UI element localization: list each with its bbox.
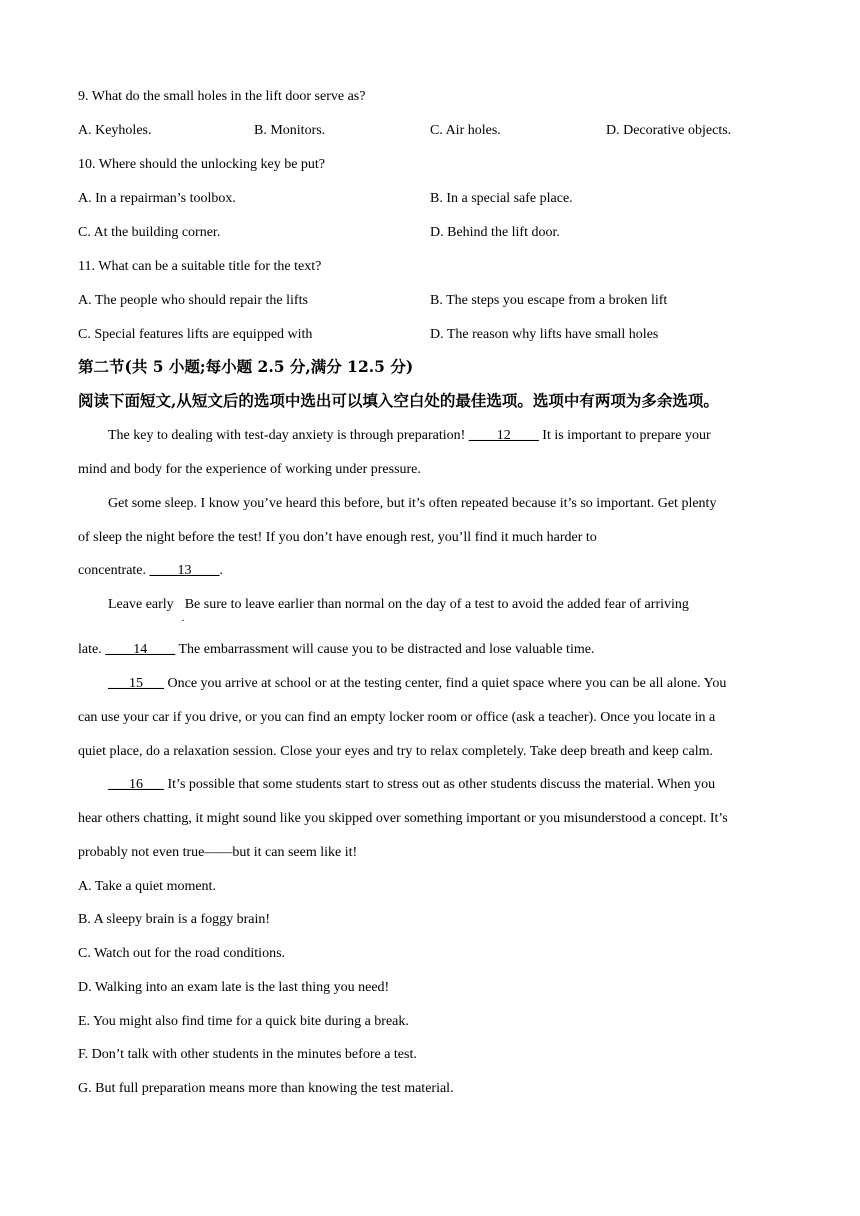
passage-text: It’s possible that some students start to stress out as other students discuss the material. When you xyxy=(164,777,716,792)
blank-15: ___15___ xyxy=(108,676,164,691)
question-9-option-d: D. Decorative objects. xyxy=(606,123,732,138)
question-10-option-d: D. Behind the lift door. xyxy=(430,225,560,240)
passage-text: It is important to prepare your xyxy=(538,428,711,443)
question-10-option-a: A. In a repairman’s toolbox. xyxy=(78,191,236,206)
passage-text: . xyxy=(219,563,224,578)
question-9-option-a: A. Keyholes. xyxy=(78,123,152,138)
passage-paragraph-5-line-3: probably not even true——but it can seem like it! xyxy=(78,845,358,860)
passage-text: late. xyxy=(78,642,106,657)
question-11-option-a: A. The people who should repair the lifts xyxy=(78,293,308,308)
question-11-option-c: C. Special features lifts are equipped with xyxy=(78,327,313,342)
question-9-stem: 9. What do the small holes in the lift door serve as? xyxy=(78,89,366,104)
choice-c: C. Watch out for the road conditions. xyxy=(78,946,286,961)
choice-g: G. But full preparation means more than knowing the test material. xyxy=(78,1081,454,1096)
question-11-option-b: B. The steps you escape from a broken lift xyxy=(430,293,668,308)
blank-13: ____13____ xyxy=(149,563,220,578)
passage-paragraph-3-line-2 xyxy=(78,641,594,659)
choice-f: F. Don’t talk with other students in the minutes before a test. xyxy=(78,1047,417,1062)
passage-paragraph-1-line-2: mind and body for the experience of working under pressure. xyxy=(78,462,421,477)
question-11-stem: 11. What can be a suitable title for the text? xyxy=(78,259,322,274)
passage-paragraph-5-line-2: hear others chatting, it might sound like you skipped over something important or you misunderstood a concept. It’s xyxy=(78,811,728,826)
passage-paragraph-2-line-1: Get some sleep. I know you’ve heard this before, but it’s often repeated because it’s so important. Get plenty xyxy=(108,496,717,511)
passage-text: Once you arrive at school or at the testing center, find a quiet space where you can be all alone. You xyxy=(164,676,727,691)
section-instruction: 阅读下面短文,从短文后的选项中选出可以填入空白处的最佳选项。选项中有两项为多余选项。 xyxy=(78,391,719,410)
question-9-option-c: C. Air holes. xyxy=(430,123,501,138)
question-10-stem: 10. Where should the unlocking key be put? xyxy=(78,157,326,172)
choice-a: A. Take a quiet moment. xyxy=(78,879,216,894)
choice-d: D. Walking into an exam late is the last thing you need! xyxy=(78,980,390,995)
question-11-option-d: D. The reason why lifts have small holes xyxy=(430,327,659,342)
question-10-option-c: C. At the building corner. xyxy=(78,225,221,240)
question-10-option-b: B. In a special safe place. xyxy=(430,191,573,206)
blank-16: ___16___ xyxy=(108,777,164,792)
passage-paragraph-4-line-3: quiet place, do a relaxation session. Close your eyes and try to relax completely. Take deep breath and keep calm. xyxy=(78,744,714,759)
passage-paragraph-2-line-2: of sleep the night before the test! If you don’t have enough rest, you’ll find it much harder to xyxy=(78,530,597,545)
section-heading: 第二节(共 5 小题;每小题 2.5 分,满分 12.5 分) xyxy=(78,357,414,376)
passage-text: Leave early xyxy=(108,597,174,612)
passage-paragraph-1-line-1 xyxy=(108,427,711,445)
passage-text: Be sure to leave earlier than normal on the day of a test to avoid the added fear of arriving xyxy=(184,597,689,612)
stray-dot-mark: · xyxy=(181,613,185,627)
blank-12: ____12____ xyxy=(468,428,539,443)
passage-paragraph-4-line-2: can use your car if you drive, or you can find an empty locker room or office (ask a teacher). Once you locate in a xyxy=(78,710,716,725)
choice-b: B. A sleepy brain is a foggy brain! xyxy=(78,912,271,927)
choice-e: E. You might also find time for a quick bite during a break. xyxy=(78,1014,409,1029)
passage-paragraph-5-line-1 xyxy=(108,776,715,794)
passage-text: The embarrassment will cause you to be distracted and lose valuable time. xyxy=(175,642,595,657)
passage-text: concentrate. xyxy=(78,563,150,578)
blank-14: ____14____ xyxy=(105,642,176,657)
question-9-option-b: B. Monitors. xyxy=(254,123,326,138)
passage-paragraph-3-line-1 xyxy=(108,596,689,614)
passage-paragraph-2-line-3 xyxy=(78,562,223,580)
passage-text: The key to dealing with test-day anxiety is through preparation! xyxy=(108,428,469,443)
passage-paragraph-4-line-1 xyxy=(108,675,726,693)
